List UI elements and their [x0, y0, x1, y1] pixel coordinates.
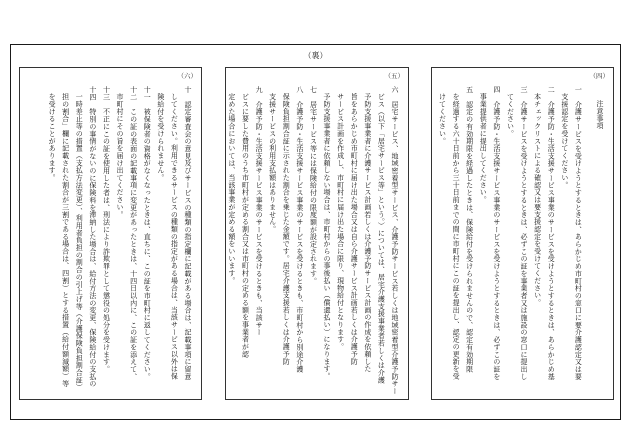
notice-line: 十三 不正にこの証を使用した者は、刑法により詐欺罪として懲役の処分を受けます。 — [102, 86, 111, 373]
notice-line: を経過する六十日前から三十日前までの間に市町村にこの証を提出し、認定の更新を受 — [452, 93, 461, 380]
notice-line: 一 介護サービスを受けようとするときは、あらかじめ市町村の窓口に要介護認定又は要 — [574, 86, 583, 380]
panel-six-label: （六） — [177, 72, 197, 80]
notice-line: 支援サービスの利用支払額はありません。 — [268, 93, 277, 233]
panel-five — [225, 67, 409, 400]
notice-line: 予防支援事業者に依頼しない場合は、市町村からの事後払い（償還払い）になります。 — [323, 93, 332, 380]
panel-six-text — [25, 79, 194, 395]
notice-line: 十一 被保険者の資格がなくなったときは、直ちに、この証を市町村に返してください。 — [143, 86, 152, 380]
notice-line: 三 介護サービスを受けようとするときは、必ずこの証を事業者又は施設の窓口に提出し — [520, 86, 529, 380]
notice-line: 十四 特別の事情がないのに保険料を滞納した場合は、給付方法の変更、保険給付の支払の — [88, 86, 97, 388]
notice-line: 八 介護予防・生活支援サービス事業のサービスを受けるときも、市町村から別途介護 — [295, 86, 304, 373]
panel-five-label: （五） — [384, 72, 404, 80]
panel-four — [431, 67, 614, 400]
notice-line: 保険負担割合証に示された割合を乗じた金額です。居宅介護支援若しくは介護予防 — [282, 93, 291, 365]
notice-line: してください。利用できるサービスの種類の指定がある場合は、当該サービス以外は保 — [170, 93, 179, 380]
notice-line: 事業提供者に提出してください。 — [479, 93, 488, 204]
notice-line: 市町村にその旨を届け出てください。 — [116, 93, 125, 218]
notice-line: 十二 この証の表面の記載事項に変更があったときは、十四日以内に、この証を添えて、 — [129, 86, 138, 380]
notice-line: 二 介護予防・生活支援サービス事業のサービスを受けようとするときは、あらかじめ基 — [547, 86, 556, 380]
panel-five-text — [227, 79, 401, 395]
notice-line: 九 介護予防・生活支援サービス事業のサービスを受けるときも、当該サー — [255, 86, 264, 336]
notice-line: 定めた場合においては、当該事業が定める額をいいます。 — [227, 93, 236, 285]
notice-line: 担の割合」欄に記載された割合が三割である場合は、四割）とする措置（給付額減額）等 — [61, 93, 70, 387]
notice-line: ビスに要した費用のうち市町村が定める割合又は市町村の定める額を事業者が認 — [241, 93, 250, 358]
notice-line: 一時差止等の措置（支払方法変更）、利用者負担の割合の引上げ等（介護保険負担割合証） — [75, 93, 84, 391]
notices-heading: 注意事項 — [596, 100, 604, 130]
notice-line: けてください。 — [438, 93, 447, 145]
notice-line: サービス計画を作成し、市町村に届け出た場合に限り、現物給付となります。 — [336, 93, 345, 351]
notice-line: を受けることがあります。 — [48, 93, 57, 182]
notice-line: 七 居宅サービス等には保険給付の限度額が設定されます。 — [309, 86, 318, 285]
panel-four-label: （四） — [589, 72, 609, 80]
panel-four-text — [437, 79, 606, 395]
notice-line: 険給付を受けられません。 — [156, 93, 165, 182]
notice-line: 十 認定審査会の意見及びサービスの種類の指定欄に記載がある場合は、記載事項に留意 — [184, 86, 192, 380]
notice-line: てください。 — [506, 93, 515, 138]
panel-six — [19, 67, 202, 400]
notice-line: 旨をあらかじめ市町村に届け出た場合又は自ら介護サービス計画若しくは介護予防 — [350, 93, 359, 365]
notice-line: 六 居宅サービス、地域密着型サービス、介護予防サービス若しくは地域密着型介護予防サー — [391, 86, 399, 395]
notice-line: ビス（以下「居宅サービス等」という。）については、居宅介護支援事業者若しくは介護 — [377, 93, 386, 384]
reverse-side-label: （裏） — [303, 51, 328, 60]
notice-line: 予防支援事業者に介護サービス計画若しくは介護予防サービス計画の作成を依頼した — [363, 93, 372, 373]
notice-line: 支援認定を受けてください。 — [560, 93, 569, 189]
notice-line: 四 介護予防・生活支援サービス事業のサービスを受けようとするときは、必ずこの証を — [492, 86, 501, 380]
insurance-card-back-sheet — [10, 44, 621, 420]
notice-line: 五 認定の有効期限を経過したときは、保険給付を受けられませんので、認定有効期限 — [465, 86, 474, 373]
notice-line: 本チェックリストによる確認又は要支援認定を受けてください。 — [533, 93, 542, 307]
